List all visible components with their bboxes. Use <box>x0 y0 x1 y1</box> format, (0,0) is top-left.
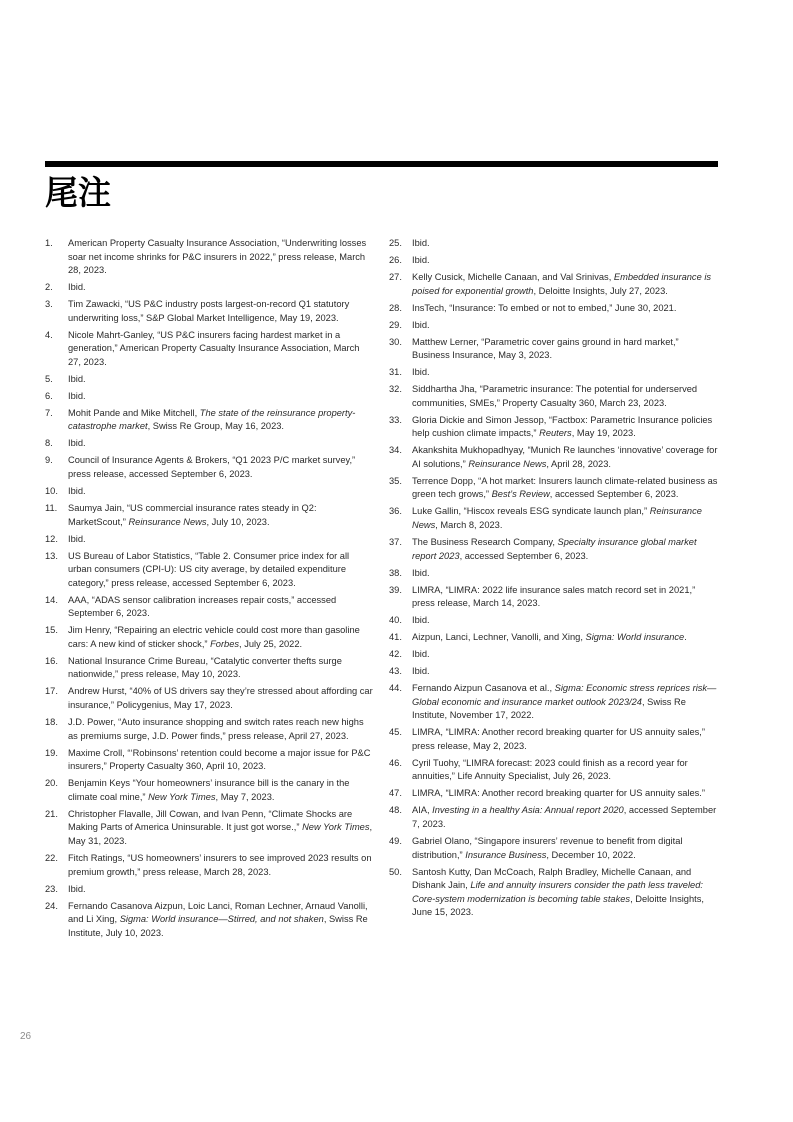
endnote-item <box>45 883 373 897</box>
endnote-item <box>389 726 718 753</box>
endnote-text-lead: Santosh Kutty, Dan McCoach, Ralph Bradley, Michelle Canaan, and Dishank Jain, <box>412 866 692 891</box>
endnote-text-tail: , Deloitte Insights, July 27, 2023. <box>533 285 668 296</box>
endnote-item <box>389 584 718 611</box>
endnote-number: 8. <box>45 438 53 449</box>
endnote-item <box>389 866 718 920</box>
endnote-source-title: Reinsurance News <box>128 516 207 527</box>
endnote-source-title: Best’s Review <box>491 489 550 500</box>
endnote-text <box>412 506 702 530</box>
endnote-item <box>389 366 718 380</box>
endnote-text-tail: , Swiss Re Group, May 16, 2023. <box>147 421 284 432</box>
endnote-source-title: Sigma: World insurance—Stirred, and not shaken <box>119 914 324 925</box>
endnote-number: 21. <box>45 808 58 819</box>
endnote-text-lead: Fernando Aizpun Casanova et al., <box>412 683 555 694</box>
endnote-item <box>45 852 373 879</box>
endnote-item <box>389 414 718 441</box>
endnote-item <box>389 682 718 723</box>
endnote-text: Ibid. <box>68 390 86 401</box>
endnote-item <box>45 437 373 451</box>
endnote-number: 37. <box>389 536 402 547</box>
endnote-text: Matthew Lerner, “Parametric cover gains ground in hard market,” Business Insurance, May 3, 2023. <box>412 336 679 361</box>
endnote-number: 13. <box>45 550 58 561</box>
endnote-number: 42. <box>389 649 402 660</box>
endnote-item <box>389 336 718 363</box>
endnote-number: 3. <box>45 299 53 310</box>
endnote-text-tail: , December 10, 2022. <box>546 849 636 860</box>
endnote-item <box>45 900 373 941</box>
endnote-item <box>389 631 718 645</box>
endnote-item <box>45 624 373 651</box>
endnote-text-lead: Saumya Jain, “US commercial insurance rates steady in Q2: MarketScout,” <box>68 503 317 527</box>
endnote-number: 36. <box>389 506 402 517</box>
endnote-item <box>389 787 718 801</box>
endnote-number: 25. <box>389 238 402 248</box>
endnote-text: LIMRA, “LIMRA: Another record breaking quarter for US annuity sales.” <box>412 788 705 799</box>
endnote-text-tail: , May 31, 2023. <box>68 822 373 846</box>
endnote-source-title: Reinsurance News <box>468 458 547 469</box>
endnote-source-title: Insurance Business <box>465 849 547 860</box>
endnote-item <box>45 655 373 682</box>
endnote-text-tail: , May 7, 2023. <box>215 791 275 802</box>
endnote-text <box>412 632 687 642</box>
endnote-text: AAA, “ADAS sensor calibration increases repair costs,” accessed September 6, 2023. <box>68 594 337 619</box>
endnote-item <box>45 502 373 529</box>
endnote-text: Ibid. <box>68 533 86 544</box>
endnote-number: 23. <box>45 883 58 894</box>
endnote-item <box>45 533 373 547</box>
endnote-number: 20. <box>45 778 58 789</box>
endnote-item <box>45 550 373 591</box>
endnote-item <box>389 804 718 831</box>
endnote-number: 50. <box>389 866 402 877</box>
endnote-item <box>45 747 373 774</box>
endnote-number: 9. <box>45 455 53 466</box>
endnote-source-title: Forbes <box>210 638 240 649</box>
endnote-text-lead: Benjamin Keys “Your homeowners’ insurance bill is the canary in the climate coal mine,” <box>68 778 350 802</box>
endnote-item <box>389 567 718 581</box>
endnote-text: Ibid. <box>412 567 430 578</box>
endnote-item <box>389 302 718 316</box>
endnote-text-tail: , April 28, 2023. <box>546 458 611 469</box>
endnote-text: Ibid. <box>68 486 86 497</box>
endnote-number: 40. <box>389 615 402 626</box>
endnote-text <box>68 408 355 432</box>
endnote-text-lead: Luke Gallin, “Hiscox reveals ESG syndicate launch plan,” <box>412 506 650 517</box>
endnote-number: 34. <box>389 445 402 456</box>
endnote-number: 30. <box>389 336 402 347</box>
endnote-text: Siddhartha Jha, “Parametric insurance: The potential for underserved communities, SMEs,” Property Casualty 360, March 23, 2023. <box>412 384 698 408</box>
endnote-number: 33. <box>389 414 402 425</box>
page-title: 尾注 <box>45 173 111 212</box>
endnote-item <box>45 594 373 621</box>
endnote-text: Fitch Ratings, “US homeowners’ insurers to see improved 2023 results on premium growth,” press release, March 28, 2023. <box>68 852 372 877</box>
endnote-number: 45. <box>389 727 402 738</box>
endnote-text <box>68 809 372 846</box>
endnotes-left-column <box>45 237 373 944</box>
endnote-text-lead: Gabriel Olano, “Singapore insurers’ revenue to benefit from digital distribution,” <box>412 835 683 860</box>
top-rule <box>45 161 718 167</box>
endnote-text <box>412 415 712 439</box>
endnote-text-lead: Aizpun, Lanci, Lechner, Vanolli, and Xing, <box>412 632 586 643</box>
endnote-text: American Property Casualty Insurance Association, “Underwriting losses soar net income shrinks for P&C insurers in 2022,” press release, March 28, 2023. <box>68 238 367 276</box>
endnote-text: J.D. Power, “Auto insurance shopping and switch rates reach new highs as premiums surge, J.D. Power finds,” press release, April 27, 2023. <box>68 717 364 741</box>
endnote-number: 39. <box>389 584 402 595</box>
endnote-number: 7. <box>45 407 53 418</box>
endnote-item <box>45 407 373 434</box>
endnote-text-lead: Kelly Cusick, Michelle Canaan, and Val Srinivas, <box>412 271 614 282</box>
endnote-text <box>68 901 368 938</box>
endnote-text <box>68 503 317 527</box>
endnote-text: LIMRA, “LIMRA: 2022 life insurance sales match record set in 2021,” press release, March 14, 2023. <box>412 584 696 609</box>
endnote-text: National Insurance Crime Bureau, “Catalytic converter thefts surge nationwide,” press release, May 10, 2023. <box>68 655 342 680</box>
endnote-number: 41. <box>389 632 402 643</box>
endnote-item <box>389 475 718 502</box>
endnote-number: 11. <box>45 503 58 513</box>
endnote-text: Ibid. <box>412 666 430 677</box>
endnote-text-lead: Christopher Flavalle, Jill Cowan, and Ivan Penn, “Climate Shocks are Making Parts of America Uninsurable. It just got worse.,” <box>68 808 353 833</box>
endnote-text: Ibid. <box>412 367 430 378</box>
endnote-item <box>389 505 718 532</box>
endnote-text: Cyril Tuohy, “LIMRA forecast: 2023 could finish as a record year for annuities,” Life Annuity Specialist, July 26, 2023. <box>412 757 688 782</box>
endnote-source-title: Reinsurance News <box>412 506 702 530</box>
endnote-number: 29. <box>389 319 402 330</box>
endnote-number: 1. <box>45 238 53 248</box>
endnote-text-tail: , accessed September 6, 2023. <box>549 489 679 500</box>
endnote-source-title: Sigma: World insurance <box>585 632 685 643</box>
endnote-number: 16. <box>45 655 58 666</box>
endnote-text-tail: , July 25, 2022. <box>239 638 303 649</box>
endnote-number: 22. <box>45 852 58 863</box>
endnote-text: Maxime Croll, “‘Robinsons’ retention could become a major issue for P&C insurers,” Property Casualty 360, April 10, 2023. <box>68 747 371 772</box>
endnote-text <box>412 805 716 829</box>
endnote-text: InsTech, “Insurance: To embed or not to embed,” June 30, 2021. <box>412 302 677 313</box>
endnote-item <box>45 390 373 404</box>
endnote-text <box>412 272 711 296</box>
endnote-text-lead: Jim Henry, “Repairing an electric vehicle could cost more than gasoline cars: A new kind of sticker shock,” <box>68 625 360 649</box>
endnote-number: 14. <box>45 594 58 605</box>
endnote-item <box>45 808 373 849</box>
endnote-number: 46. <box>389 757 402 768</box>
endnote-item <box>389 383 718 410</box>
endnote-text: Nicole Mahrt-Ganley, “US P&C insurers facing hardest market in a generation,” American Property Casualty Insurance Association, March 27, 2023. <box>68 329 360 367</box>
endnote-text-lead: Gloria Dickie and Simon Jessop, “Factbox: Parametric Insurance policies help cushion climate impacts,” <box>412 414 713 439</box>
endnote-source-title: The state of the reinsurance property-catastrophe market <box>68 407 356 432</box>
endnote-item <box>389 536 718 563</box>
endnote-source-title: Life and annuity insurers consider the path less traveled: Core-system modernization is becoming table stakes <box>412 880 703 904</box>
endnote-text-tail: . <box>684 632 687 643</box>
endnote-number: 35. <box>389 475 402 486</box>
endnote-text-lead: Mohit Pande and Mike Mitchell, <box>68 407 200 418</box>
endnote-item <box>45 298 373 325</box>
endnote-text-tail: , accessed September 6, 2023. <box>459 550 589 561</box>
endnote-text: Andrew Hurst, “40% of US drivers say they’re stressed about affording car insurance,” Policygenius, May 17, 2023. <box>68 686 373 711</box>
endnote-text-tail: , accessed September 7, 2023. <box>412 805 717 829</box>
endnote-source-title: Reuters <box>539 428 572 439</box>
endnote-item <box>389 444 718 471</box>
endnote-text-tail: , Swiss Re Institute, November 17, 2022. <box>412 696 686 721</box>
endnote-source-title: Embedded insurance is poised for exponential growth <box>412 271 712 296</box>
endnote-text-lead: AIA, <box>412 805 433 816</box>
endnote-text: Ibid. <box>412 649 430 660</box>
endnote-item <box>45 716 373 743</box>
endnotes-right-column <box>389 237 718 923</box>
endnote-text: Ibid. <box>68 282 86 293</box>
endnote-number: 47. <box>389 788 402 799</box>
endnote-item <box>45 373 373 387</box>
endnote-number: 6. <box>45 390 53 401</box>
endnote-text <box>412 836 682 860</box>
endnote-number: 17. <box>45 686 58 697</box>
endnote-text: Ibid. <box>412 238 430 248</box>
endnote-number: 49. <box>389 835 402 846</box>
endnote-item <box>45 237 373 278</box>
endnote-text: Ibid. <box>412 319 430 330</box>
endnote-item <box>45 454 373 481</box>
endnote-source-title: New York Times <box>148 791 216 802</box>
endnote-text-lead: The Business Research Company, <box>412 536 558 547</box>
endnote-item <box>389 835 718 862</box>
endnote-number: 19. <box>45 747 58 758</box>
endnote-item <box>389 665 718 679</box>
endnote-text <box>412 476 717 500</box>
endnote-item <box>45 777 373 804</box>
endnote-item <box>389 319 718 333</box>
endnote-source-title: Sigma: Economic stress reprices risk—Global economic and insurance market outlook 2023/24 <box>412 683 717 707</box>
endnote-source-title: Investing in a healthy Asia: Annual report 2020 <box>432 805 624 816</box>
endnote-text-lead: Akankshita Mukhopadhyay, “Munich Re launches ‘innovative’ coverage for AI solutions,” <box>412 445 718 469</box>
endnote-text-tail: , Swiss Re Institute, July 10, 2023. <box>68 914 368 938</box>
endnote-text: US Bureau of Labor Statistics, “Table 2. Consumer price index for all urban consumers (CPI-U): US city average, by detailed expenditure category,” press release, accessed September 6, 2023. <box>68 550 350 588</box>
endnote-number: 4. <box>45 329 53 340</box>
endnote-number: 15. <box>45 625 58 636</box>
endnote-text: LIMRA, “LIMRA: Another record breaking quarter for US annuity sales,” press release, May 2, 2023. <box>412 727 705 751</box>
endnote-text-tail: , Deloitte Insights, June 15, 2023. <box>412 893 704 918</box>
endnote-text <box>68 778 349 802</box>
endnote-number: 18. <box>45 717 58 728</box>
endnote-text: Ibid. <box>68 883 86 894</box>
endnote-number: 26. <box>389 254 402 265</box>
endnote-item <box>389 271 718 298</box>
endnote-text <box>68 625 360 649</box>
endnote-text: Ibid. <box>68 373 86 384</box>
endnote-number: 28. <box>389 302 402 313</box>
endnote-text: Ibid. <box>68 438 86 449</box>
endnote-item <box>389 254 718 268</box>
endnote-number: 12. <box>45 533 58 544</box>
endnote-item <box>389 237 718 251</box>
endnote-text-tail: , May 19, 2023. <box>571 428 636 439</box>
endnote-number: 27. <box>389 271 402 282</box>
endnote-source-title: Specialty insurance global market report 2023 <box>412 536 697 561</box>
endnote-text-tail: , March 8, 2023. <box>435 519 503 530</box>
endnote-item <box>389 757 718 784</box>
endnote-text <box>412 445 717 469</box>
endnote-text: Ibid. <box>412 254 430 265</box>
endnote-number: 2. <box>45 282 53 293</box>
endnote-text-tail: , July 10, 2023. <box>206 516 270 527</box>
endnote-text-lead: Terrence Dopp, “A hot market: Insurers launch climate-related business as green tech grows,” <box>412 475 718 500</box>
endnote-number: 5. <box>45 373 53 384</box>
page-number: 26 <box>20 1031 32 1042</box>
endnote-item <box>45 281 373 295</box>
endnote-item <box>45 485 373 499</box>
endnote-number: 24. <box>45 900 58 911</box>
endnote-item <box>389 648 718 662</box>
endnote-number: 10. <box>45 486 58 497</box>
endnote-number: 44. <box>389 683 402 694</box>
endnote-text <box>412 867 704 918</box>
endnote-source-title: New York Times <box>302 822 370 833</box>
endnote-item <box>45 685 373 712</box>
endnote-number: 38. <box>389 567 402 578</box>
endnote-text-lead: Fernando Casanova Aizpun, Loic Lanci, Roman Lechner, Arnaud Vanolli, and Li Xing, <box>68 900 368 925</box>
endnote-number: 32. <box>389 384 402 395</box>
endnote-text: Ibid. <box>412 615 430 626</box>
endnote-item <box>389 614 718 628</box>
endnote-text: Council of Insurance Agents & Brokers, “Q1 2023 P/C market survey,” press release, accessed September 6, 2023. <box>68 455 356 480</box>
endnote-text <box>412 683 716 720</box>
endnote-text <box>412 537 697 561</box>
endnote-text: Tim Zawacki, “US P&C industry posts largest-on-record Q1 statutory underwriting loss,” S&P Global Market Intelligence, May 19, 2023. <box>68 299 350 323</box>
endnote-number: 43. <box>389 666 402 677</box>
endnote-number: 31. <box>389 367 402 378</box>
endnote-item <box>45 329 373 370</box>
endnote-number: 48. <box>389 805 402 816</box>
